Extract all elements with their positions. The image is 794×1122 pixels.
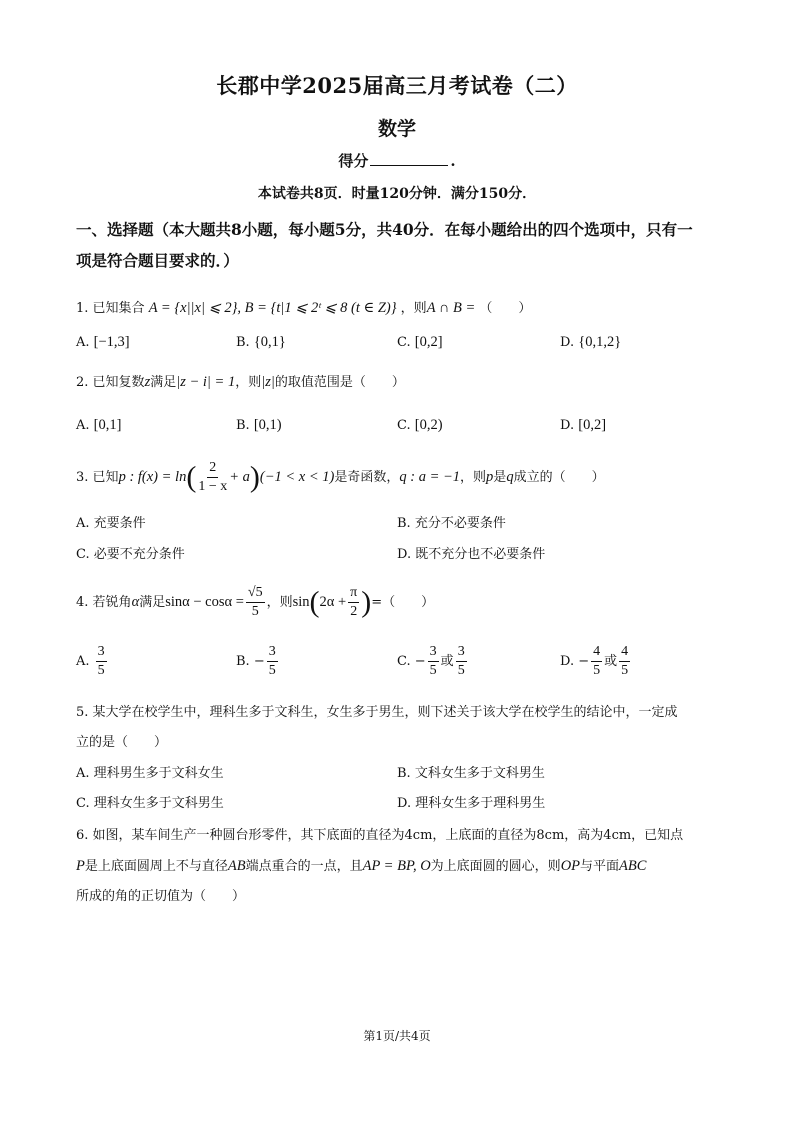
exam-title: 长郡中学2025届高三月考试卷（二） (216, 73, 578, 98)
option-value: [−1,3] (93, 334, 130, 350)
option-label: B. (236, 418, 250, 433)
question-number: 4. (76, 595, 89, 610)
option-label: D. (560, 335, 575, 350)
fraction-denominator: 5 (268, 663, 276, 678)
option-a[interactable] (76, 509, 376, 539)
fraction (198, 459, 227, 496)
math-p: P (76, 858, 85, 874)
fraction-numerator: √5 (246, 584, 265, 603)
math-q-def: q : a = −1 (399, 469, 461, 485)
question-number: 3. (76, 470, 89, 485)
question-text-line2 (76, 851, 736, 882)
option-d[interactable] (560, 410, 710, 441)
option-label: C. (76, 547, 90, 562)
question-text: =（ ） (371, 595, 435, 610)
left-paren: ( (309, 585, 320, 619)
question-text: ，则 (400, 301, 427, 316)
math-op: OP (560, 858, 581, 874)
option-label: D. (397, 547, 412, 562)
question-text: 为上底面圆的圆心，则 (430, 859, 561, 874)
or-word: 或 (440, 654, 454, 669)
right-paren: ) (361, 585, 372, 619)
option-d[interactable] (397, 540, 697, 570)
fraction-numerator: 3 (428, 643, 439, 662)
option-value: 理科女生多于文科男生 (93, 796, 224, 811)
fraction (619, 643, 630, 680)
section-heading-line2: 项是符合题目要求的．） (76, 251, 239, 270)
option-label: C. (397, 654, 411, 669)
question-text: 5. 某大学在校学生中，理科生多于文科生，女生多于男生，则下述关于该大学在校学生的结论中，一定成 (76, 705, 678, 720)
math-alpha: α (131, 594, 140, 610)
question-text: 成立的（ ） (513, 470, 605, 485)
math-q: q (506, 469, 514, 485)
question-text: ，则 (460, 470, 487, 485)
fraction-numerator: 4 (591, 643, 602, 662)
math-abc: ABC (619, 858, 647, 874)
question-text: 已知复数 (92, 375, 145, 390)
question-text: 端点重合的一点，且 (245, 859, 363, 874)
fraction (267, 643, 278, 680)
option-label: B. (236, 335, 250, 350)
question-3 (76, 455, 726, 500)
question-2 (76, 367, 726, 398)
question-text: 若锐角 (92, 595, 132, 610)
option-value: {0,1,2} (578, 334, 622, 350)
math-expr: A ∩ B = (426, 300, 476, 316)
option-label: A. (76, 766, 90, 781)
set-b: , B = {t|1 ⩽ 2ᵗ ⩽ 8 (t ∈ Z)} (237, 300, 397, 316)
fraction-numerator: 2 (207, 459, 218, 478)
option-value: 文科女生多于文科男生 (414, 766, 545, 781)
option-value: 充分不必要条件 (414, 516, 506, 531)
fraction (591, 643, 602, 680)
option-value: 必要不充分条件 (93, 547, 185, 562)
option-c[interactable] (397, 327, 547, 358)
option-b[interactable] (236, 640, 386, 684)
fraction-denominator: 5 (251, 604, 259, 619)
question-number: 2. (76, 375, 89, 390)
math-var: z (144, 374, 151, 390)
question-text: 已知 (92, 470, 119, 485)
option-b[interactable] (397, 509, 697, 539)
score-suffix: . (450, 152, 456, 170)
right-paren: ) (249, 460, 260, 494)
option-value: 既不充分也不必要条件 (415, 547, 546, 562)
math-domain: (−1 < x < 1) (259, 469, 335, 485)
math-cond: |z − i| = 1 (176, 374, 236, 390)
fraction-denominator: 5 (97, 663, 105, 678)
math-cond: AP = BP, O (362, 858, 431, 874)
math-p: p (486, 469, 494, 485)
option-a[interactable] (76, 410, 226, 441)
score-line (0, 150, 794, 171)
math-expr: |z| (261, 374, 275, 390)
left-paren: ( (186, 460, 197, 494)
option-label: B. (236, 654, 250, 669)
option-c[interactable] (76, 540, 376, 570)
option-a[interactable] (76, 759, 376, 789)
fraction (428, 643, 439, 680)
question-text: 是上底面圆周上不与直径 (84, 859, 228, 874)
option-value: [0,1] (93, 417, 122, 433)
answer-blank: （ ） (479, 301, 532, 316)
option-a[interactable] (76, 640, 226, 684)
option-value: [0,2] (578, 417, 607, 433)
minus-sign: − (253, 654, 265, 669)
fraction-numerator: 3 (456, 643, 467, 662)
section-heading-line1: 一、选择题（本大题共8小题，每小题5分，共40分．在每小题给出的四个选项中，只有一 (76, 220, 693, 239)
fraction (96, 643, 107, 680)
option-b[interactable] (236, 410, 386, 441)
option-c[interactable] (397, 410, 547, 441)
fraction (348, 584, 359, 621)
option-value: 充要条件 (93, 516, 146, 531)
option-label: D. (560, 654, 575, 669)
option-label: A. (76, 516, 90, 531)
option-label: B. (397, 516, 411, 531)
set-a: A = {x||x| ⩽ 2} (148, 300, 238, 316)
fraction-denominator: 5 (593, 663, 601, 678)
math-plus-a: + a (229, 469, 250, 485)
option-value: 理科男生多于文科女生 (93, 766, 224, 781)
question-5 (76, 698, 726, 758)
option-label: A. (76, 335, 90, 350)
option-d[interactable] (397, 789, 697, 819)
page-footer: 第1页/共4页 (363, 1029, 431, 1043)
question-text: 是奇函数， (334, 470, 400, 485)
question-text: 所成的角的正切值为（ ） (76, 889, 246, 904)
option-label: C. (76, 796, 90, 811)
question-4 (76, 580, 726, 625)
question-number: 1. (76, 301, 89, 316)
section-heading (76, 214, 726, 276)
subject-title: 数学 (377, 118, 416, 140)
option-label: D. (397, 796, 412, 811)
question-text: 与平面 (580, 859, 620, 874)
question-text: ，则 (235, 375, 262, 390)
option-label: B. (397, 766, 411, 781)
fraction-denominator: 5 (457, 663, 465, 678)
question-text: 立的是（ ） (76, 735, 168, 750)
option-label: C. (397, 418, 411, 433)
minus-sign: − (414, 654, 426, 669)
math-ab: AB (227, 858, 246, 874)
option-c[interactable] (397, 640, 547, 684)
fraction-numerator: 3 (96, 643, 107, 662)
math-inner: 2α + (319, 594, 347, 610)
math-p-def: p : f(x) = ln (118, 469, 187, 485)
math-sin: sin (292, 594, 310, 610)
option-b[interactable] (236, 327, 386, 358)
option-label: D. (560, 418, 575, 433)
question-text: 满足 (150, 375, 177, 390)
option-value: {0,1} (253, 334, 286, 350)
fraction-numerator: 4 (619, 643, 630, 662)
question-text: 满足 (139, 595, 166, 610)
option-value: 理科女生多于理科男生 (415, 796, 546, 811)
math-cond: sinα − cosα = (165, 594, 244, 610)
fraction (456, 643, 467, 680)
option-d[interactable] (560, 640, 710, 684)
fraction-numerator: π (348, 584, 359, 603)
score-blank[interactable] (370, 151, 448, 166)
score-label: 得分 (338, 152, 369, 170)
option-label: C. (397, 335, 411, 350)
option-value: [0,2) (414, 417, 443, 433)
option-value: [0,2] (414, 334, 443, 350)
option-d[interactable] (560, 327, 710, 358)
option-value: [0,1) (253, 417, 282, 433)
question-6 (76, 821, 736, 912)
question-text: ，则 (266, 595, 293, 610)
fraction-denominator: 5 (429, 663, 437, 678)
option-label: A. (76, 418, 90, 433)
option-label: A. (76, 654, 90, 669)
fraction-denominator: 1 − x (198, 479, 228, 494)
fraction-denominator: 2 (350, 604, 358, 619)
question-text: 是 (493, 470, 507, 485)
fraction (246, 584, 265, 621)
option-c[interactable] (76, 789, 376, 819)
question-text: 的取值范围是（ ） (274, 375, 405, 390)
or-word: 或 (604, 654, 618, 669)
fraction-denominator: 5 (621, 663, 629, 678)
question-text: 已知集合 (92, 301, 145, 316)
option-b[interactable] (397, 759, 697, 789)
exam-note: 本试卷共8页．时量120分钟．满分150分． (257, 186, 537, 202)
question-text: 6. 如图，某车间生产一种圆台形零件，其下底面的直径为4cm，上底面的直径为8cm，高为4cm，已知点 (76, 828, 684, 843)
fraction-numerator: 3 (267, 643, 278, 662)
question-1 (76, 293, 726, 324)
minus-sign: − (578, 654, 590, 669)
